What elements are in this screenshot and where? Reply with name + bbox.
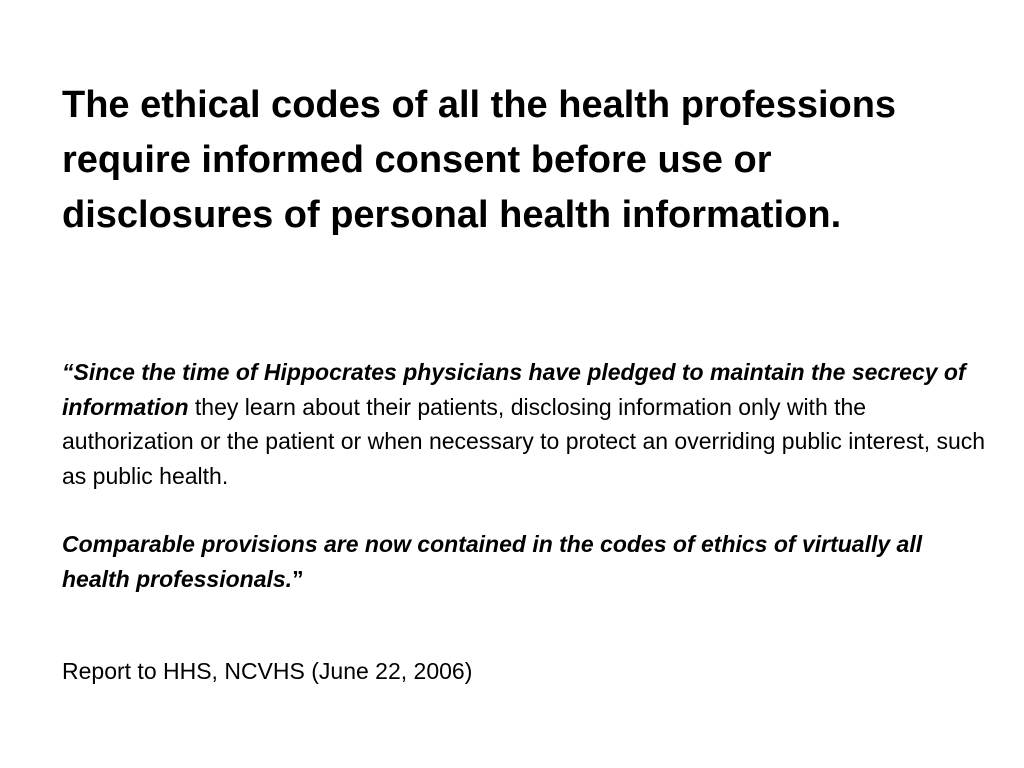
quote-paragraph [62,355,992,493]
closing-quote-mark: ” [292,565,304,592]
quote-emphasis: “Since the time of Hippocrates physicians have pledged to maintain the secrecy of information [62,359,966,420]
quote-conclusion [62,527,992,596]
quote-body: they learn about their patients, disclosing information only with the authorization or the patient or when necessary to protect an overriding public interest, such as public health. [62,393,986,489]
slide-headline: The ethical codes of all the health professions require informed consent before use or disclosures of personal health information. [62,84,897,236]
quote-conclusion-emphasis: Comparable provisions are now contained in the codes of ethics of virtually all health professionals. [62,531,923,592]
source-citation: Report to HHS, NCVHS (June 22, 2006) [62,658,473,684]
